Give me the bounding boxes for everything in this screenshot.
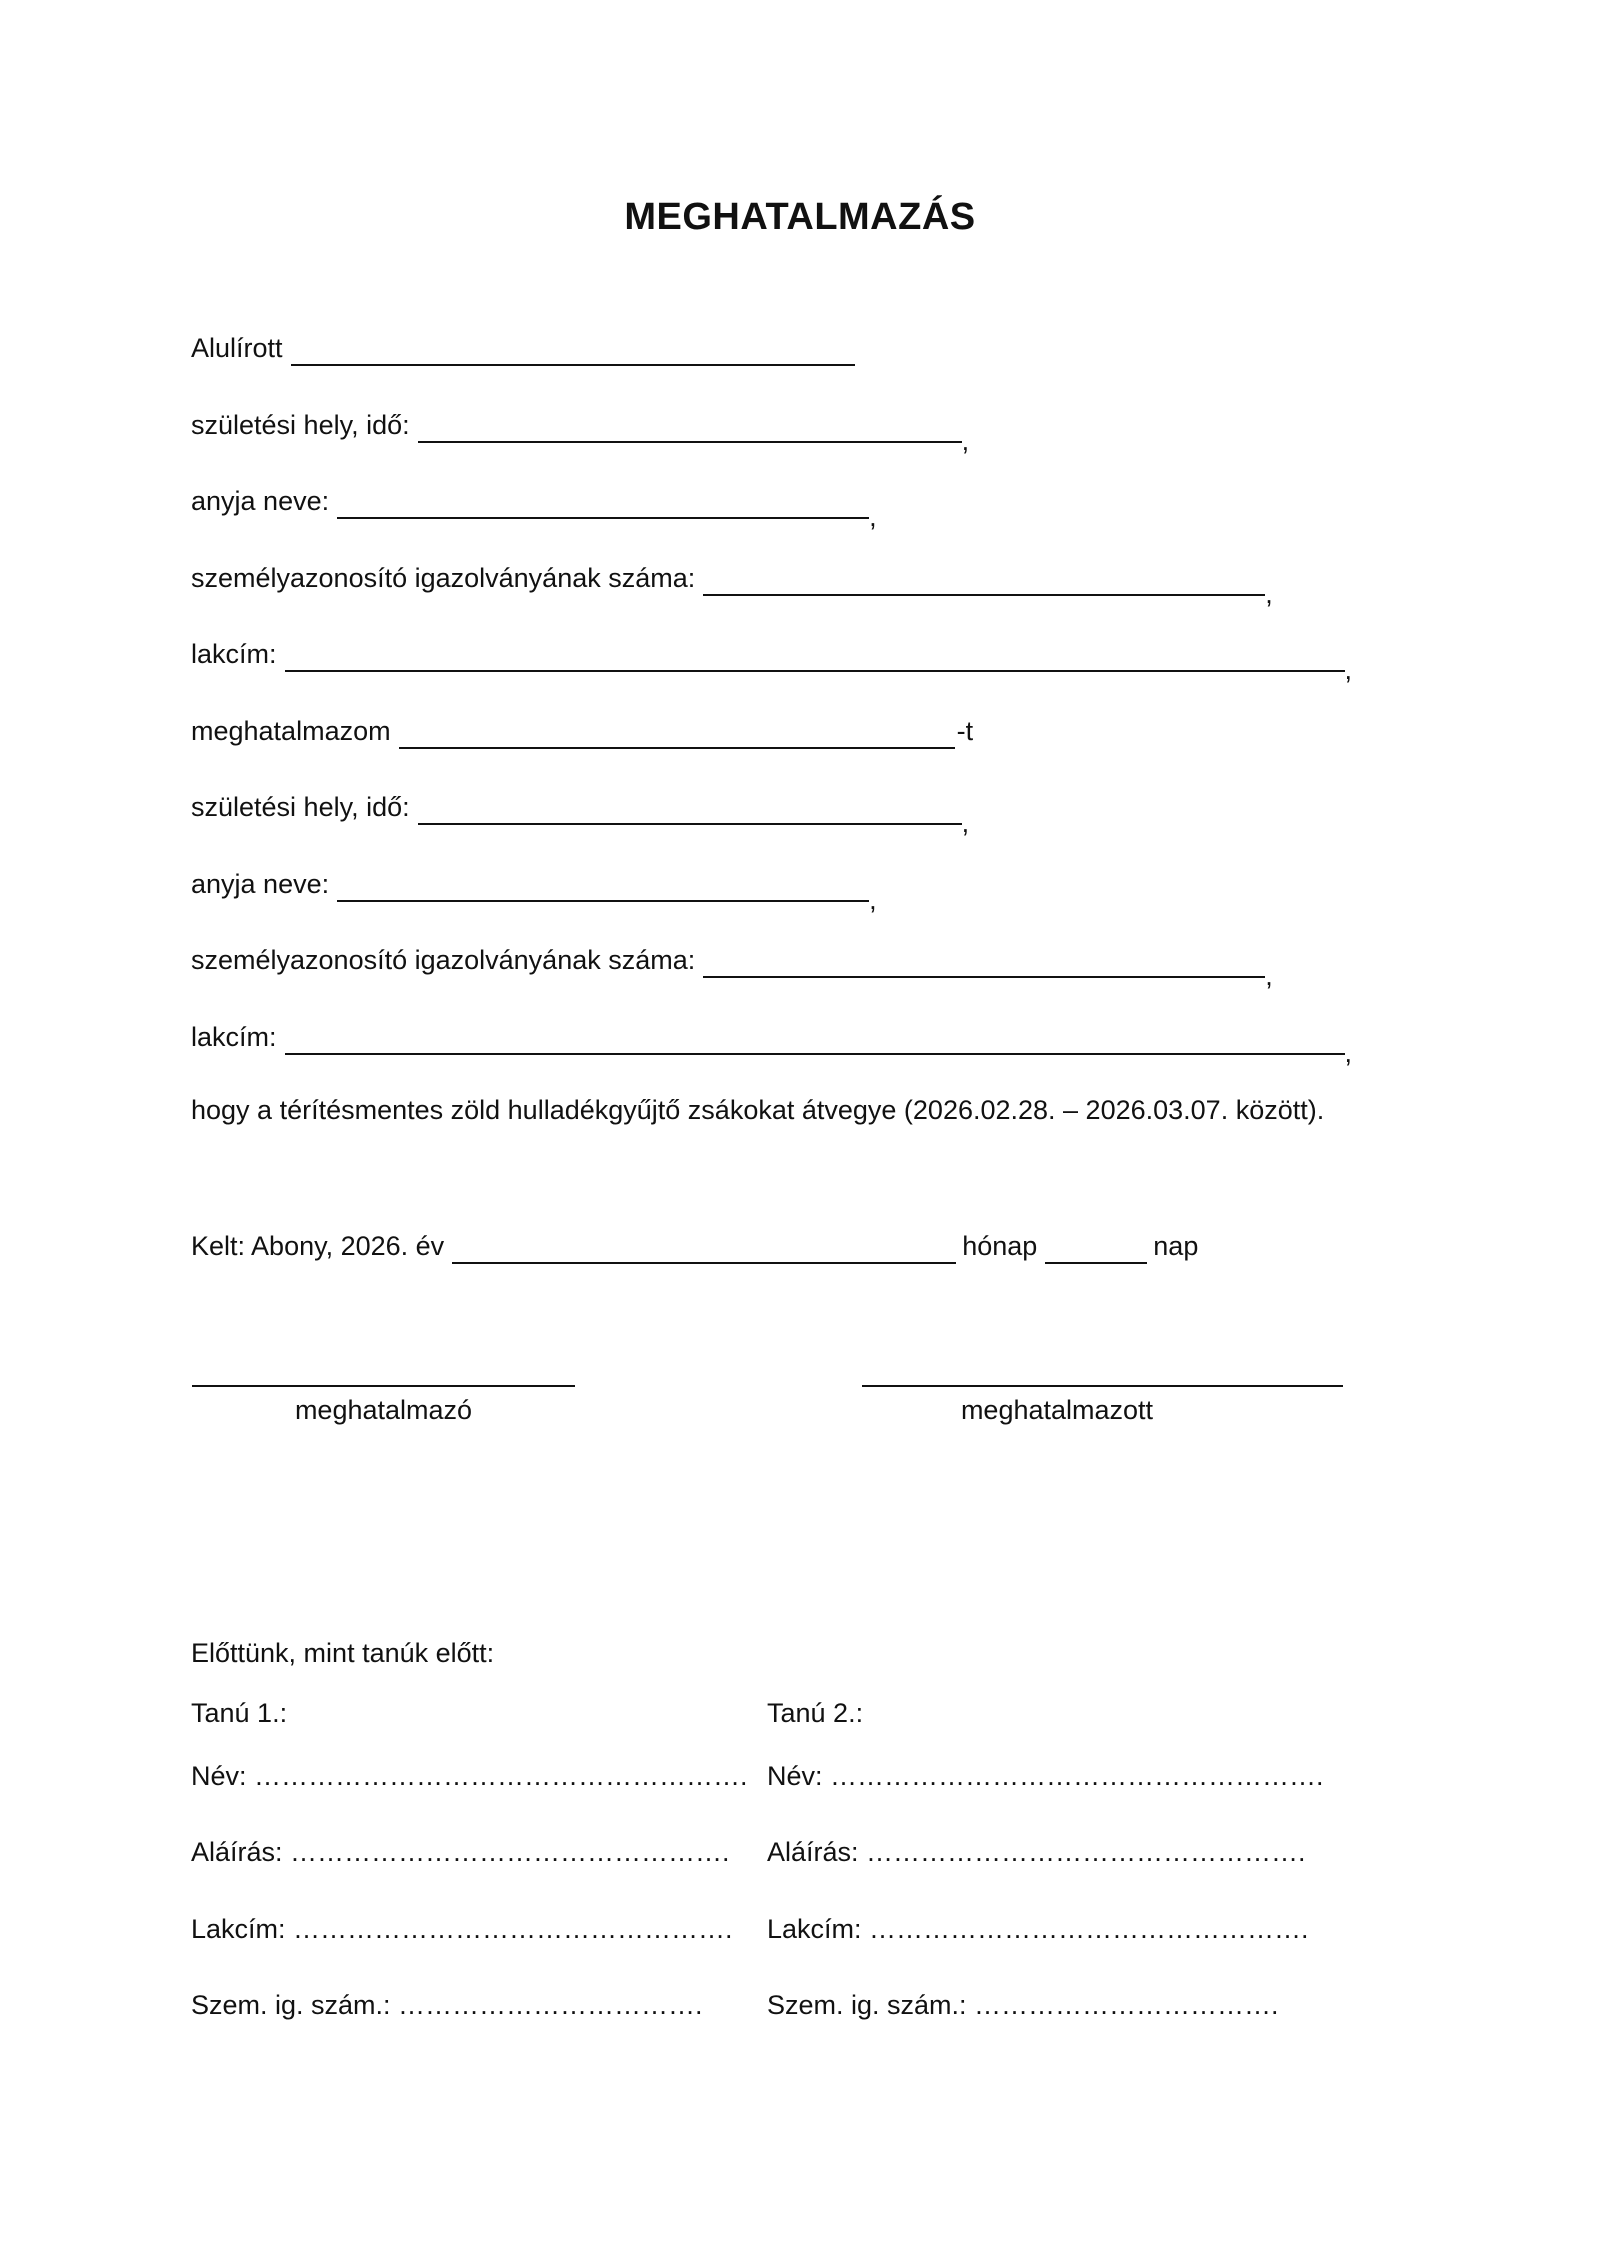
principal-mother-row xyxy=(191,483,869,519)
agent-address-row xyxy=(191,1019,1345,1055)
principal-id-field[interactable] xyxy=(703,568,1265,596)
witness-intro: Előttünk, mint tanúk előtt: xyxy=(191,1638,495,1668)
agent-mother-label: anyja neve: xyxy=(191,869,330,899)
agent-signature-line[interactable] xyxy=(862,1385,1343,1387)
agent-mother-row xyxy=(191,866,869,902)
principal-signature-line[interactable] xyxy=(192,1385,575,1387)
witness2-id[interactable]: Szem. ig. szám.: ……………………………. xyxy=(767,1990,1279,2020)
principal-birth-label: születési hely, idő: xyxy=(191,410,410,440)
agent-birth-label: születési hely, idő: xyxy=(191,792,410,822)
witness2-address[interactable]: Lakcím: …………………………………………. xyxy=(767,1914,1309,1944)
agent-name-field[interactable] xyxy=(399,721,955,749)
witness1-signature[interactable]: Aláírás: …………………………………………. xyxy=(191,1837,730,1867)
principal-id-row xyxy=(191,560,1265,596)
principal-address-field[interactable] xyxy=(285,644,1345,672)
principal-address-label: lakcím: xyxy=(191,639,277,669)
agent-id-label: személyazonosító igazolványának száma: xyxy=(191,945,696,975)
date-prefix: Kelt: Abony, 2026. év xyxy=(191,1231,445,1261)
principal-name-field[interactable] xyxy=(291,338,855,366)
date-day-field[interactable] xyxy=(1045,1236,1147,1264)
principal-id-label: személyazonosító igazolványának száma: xyxy=(191,563,696,593)
agent-mother-field[interactable] xyxy=(337,874,869,902)
purpose-text: hogy a térítésmentes zöld hulladékgyűjtő zsákokat átvegye (2026.02.28. – 2026.03.07. között). xyxy=(191,1095,1325,1125)
agent-id-row xyxy=(191,942,1265,978)
date-row xyxy=(191,1228,1198,1264)
witness2-name[interactable]: Név: ………………………………………………. xyxy=(767,1761,1324,1791)
agent-signature-label: meghatalmazott xyxy=(960,1395,1154,1425)
principal-birth-row xyxy=(191,407,962,443)
witness1-name[interactable]: Név: ………………………………………………. xyxy=(191,1761,748,1791)
agent-intro-label: meghatalmazom xyxy=(191,716,391,746)
agent-birth-row xyxy=(191,789,962,825)
date-month-field[interactable] xyxy=(452,1236,956,1264)
principal-address-row xyxy=(191,636,1345,672)
principal-signature-label: meghatalmazó xyxy=(294,1395,473,1425)
principal-mother-label: anyja neve: xyxy=(191,486,330,516)
witness1-id[interactable]: Szem. ig. szám.: ……………………………. xyxy=(191,1990,703,2020)
agent-id-field[interactable] xyxy=(703,950,1265,978)
agent-intro-row xyxy=(191,713,973,749)
witness1-title: Tanú 1.: xyxy=(191,1698,288,1728)
agent-intro-suffix: -t xyxy=(956,716,974,746)
witness1-address[interactable]: Lakcím: …………………………………………. xyxy=(191,1914,733,1944)
witness2-title: Tanú 2.: xyxy=(767,1698,864,1728)
agent-address-label: lakcím: xyxy=(191,1022,277,1052)
agent-birth-field[interactable] xyxy=(418,797,962,825)
date-month-label: hónap xyxy=(962,1231,1038,1261)
agent-address-field[interactable] xyxy=(285,1027,1345,1055)
principal-name-label: Alulírott xyxy=(191,333,283,363)
principal-name-row xyxy=(191,330,855,366)
date-day-label: nap xyxy=(1153,1231,1199,1261)
document-title: MEGHATALMAZÁS xyxy=(624,196,976,238)
principal-mother-field[interactable] xyxy=(337,491,869,519)
principal-birth-field[interactable] xyxy=(418,415,962,443)
witness2-signature[interactable]: Aláírás: …………………………………………. xyxy=(767,1837,1306,1867)
